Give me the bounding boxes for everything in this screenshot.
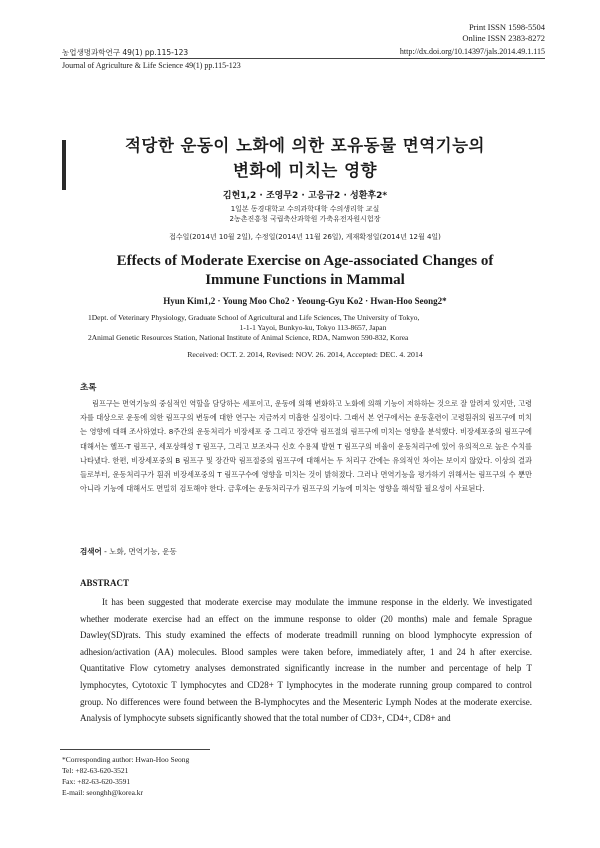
korean-title-line1: 적당한 운동이 노화에 의한 포유동물 면역기능의 <box>124 136 485 155</box>
english-affiliation-1a: 1Dept. of Veterinary Physiology, Graduate School of Agricultural and Life Sciences, The University of Tokyo, <box>88 313 420 322</box>
journal-kr: 농업생명과학연구 49(1) pp.115-123 <box>62 48 189 57</box>
english-abstract-text: It has been suggested that moderate exercise may modulate the immune response in the elderly. We investigated whether moderate exercise had an effect on the immune response to older (20 months) male and female Sprague Dawley(SD)rats. This study examined the effects of moderate treadmill running on blood lymphocyte expression of adhesion/activation (AA) molecules. Blood samples were taken before, immediately after, 1 and 24 h after exercise. Quantitative Flow cytometry analyses demonstrated significantly increase in the number and percentage of help T lymphocytes, Cytotoxic T lymphocytes and CD28+ T lymphocytes in the moderate running group compared to control group. No differences were found between the B-lymphocytes and the Mesenteric Lymph Nodes at the moderate exercise. Analysis of lymphocyte subsets significantly showed that the total number of CD3+, CD4+, CD8+ and <box>80 597 532 724</box>
journal-en: Journal of Agriculture & Life Science 49(1) pp.115-123 <box>62 61 241 70</box>
title-accent-bar <box>62 140 66 190</box>
keywords-list: 노화, 면역기능, 운동 <box>109 547 177 556</box>
keywords <box>80 546 177 557</box>
print-issn: Print ISSN 1598-5504 <box>468 22 545 32</box>
korean-abstract-heading: 초록 <box>80 383 97 393</box>
corresponding-author: *Corresponding author: Hwan-Hoo Seong <box>62 755 190 764</box>
footnote-fax: Fax: +82-63-620-3591 <box>62 777 131 786</box>
english-abstract-heading: ABSTRACT <box>80 578 130 588</box>
keywords-label: 검색어 <box>80 547 102 556</box>
english-dates: Received: OCT. 2. 2014, Revised: NOV. 26. 2014, Accepted: DEC. 4. 2014 <box>187 350 423 359</box>
english-title-line1: Effects of Moderate Exercise on Age-associated Changes of <box>116 253 494 269</box>
online-issn: Online ISSN 2383-8272 <box>462 33 545 43</box>
footnote-rule <box>60 749 210 750</box>
english-title-line2: Immune Functions in Mammal <box>205 272 405 288</box>
korean-dates: 접수일(2014년 10월 2일), 수정일(2014년 11월 26일), 게재확정일(2014년 12월 4일) <box>169 233 441 241</box>
korean-affiliation-2: 2농촌진흥청 국립축산과학원 가축유전자원시험장 <box>229 215 381 223</box>
english-affiliation-2: 2Animal Genetic Resources Station, National Institute of Animal Science, RDA, Namwon 590-832, Korea <box>88 333 409 342</box>
keywords-separator: - <box>104 547 110 556</box>
doi-link[interactable]: http://dx.doi.org/10.14397/jals.2014.49.1.115 <box>399 47 545 56</box>
english-affiliations <box>88 313 538 343</box>
korean-affiliation-1: 1일본 동경대학교 수의과학대학 수의생리학 교실 <box>230 205 380 213</box>
english-authors: Hyun Kim1,2 · Young Moo Cho2 · Yeoung-Gyu Ko2 · Hwan-Hoo Seong2* <box>163 296 447 306</box>
footnote-tel: Tel: +82-63-620-3521 <box>62 766 129 775</box>
footnote-email[interactable]: E-mail: seonghh@korea.kr <box>62 788 144 797</box>
korean-abstract-text: 림프구는 면역기능의 중심적인 역할을 담당하는 세포이고, 운동에 의해 변화하고 노화에 의해 기능이 저하하는 것으로 잘 알려져 있지만, 고령자를 대상으로 운동에 의한 림프구의 변동에 대한 연구는 지금까지 미흡한 실정이다. 그래서 본 연구에서는 운동훈련이 고령흰쥐의 림프구에 미치는 영향에 대해 조사하였다. 8주간의 운동처리가 비장세포 중 그리고 장간막 림프절의 림프구에 미치는 영향을 분석했다. 비장세포중의 림프구에 대해서는 헬프-T 림프구, 세포상해성 T 림프구, 그리고 보조자극 신호 수용체 발현 T 림프구의 비율이 운동처리구에 있어 유의적으로 높은 수치를 나타냈다. 한편, 비장세포중의 B 림프구 및 장간막 림프절중의 림프구에 대해서는 두 처리구 간에는 유의적인 차이는 보이지 않았다. 이상의 결과들로부터, 운동처리구가 흰쥐 비장세포중의 T 림프구수에 영향을 미치는 것이 밝혀졌다. 그러나 면역기능을 평가하기 위해서는 림프구의 수 뿐만 아니라 기능에 대해서도 면밀히 검토해야 한다. 금후에는 운동처리구가 림프구의 기능에 미치는 영향을 해석할 필요성이 사료된다. <box>80 399 532 494</box>
header-rule <box>60 58 545 59</box>
korean-title-line2: 변화에 미치는 영향 <box>232 161 377 180</box>
korean-authors: 김현1,2 · 조영무2 · 고응규2 · 성환후2* <box>222 191 388 201</box>
english-affiliation-1b: 1-1-1 Yayoi, Bunkyo-ku, Tokyo 113-8657, Japan <box>239 323 387 332</box>
